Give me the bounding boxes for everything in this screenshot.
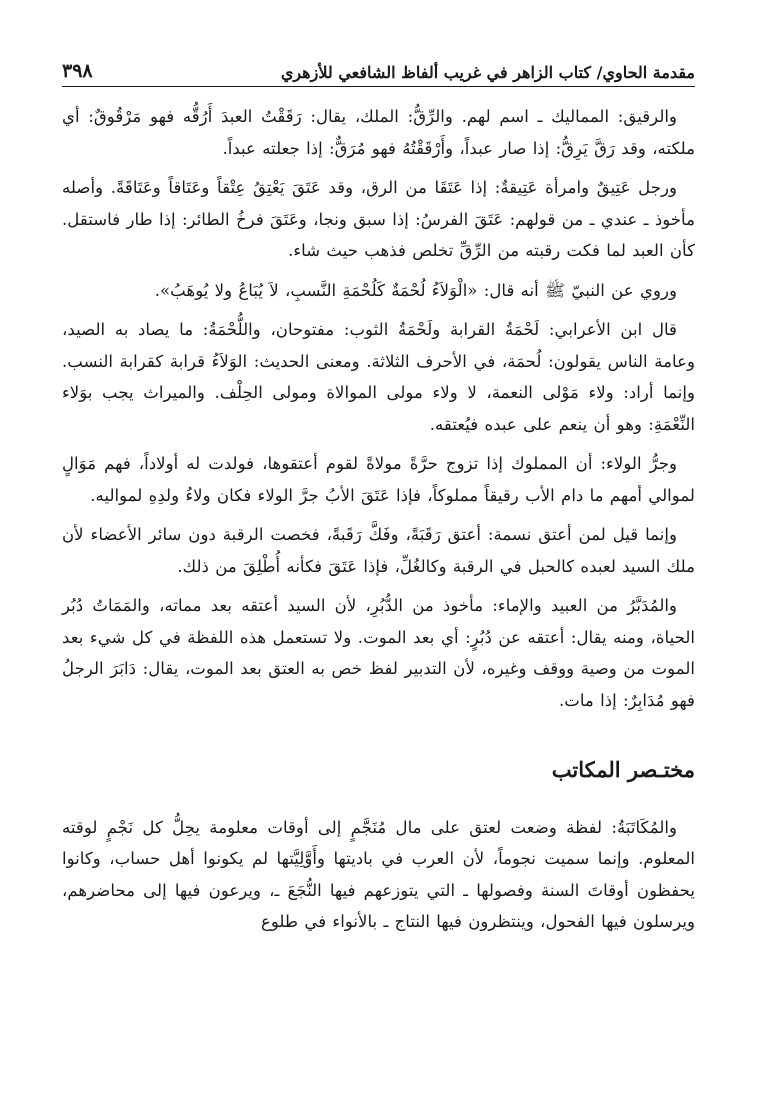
paragraph-jarr-wala: وجرُّ الولاء: أن المملوك إذا تزوج حرَّةً مولاةً لقوم أعتقوها، فولدت له أولاداً، فهم مَوَالٍ لموالي أمهم ما دام الأب رقيقاً مملوكاً، فإذا عَتَقَ الأبُ جرَّ الولاء فكان ولاءُ ولدِهِ لمواليه.	[62, 454, 695, 505]
running-header-title: مقدمة الحاوي/ كتاب الزاهر في غريب ألفاظ الشافعي للأزهري	[280, 63, 695, 82]
paragraph-hadith-wala: وروي عن النبيّ ﷺ أنه قال: «الْوَلاَءُ لُحْمَةٌ كَلُحْمَةِ النَّسبِ، لاَ يُبَاعُ ولا يُوهَبُ».	[154, 280, 677, 300]
paragraph-mukataba: والمُكَاتَبَةُ: لفظة وضعت لعتق على مال مُنَجَّمٍ إلى أوقات معلومة يحِلُّ كل نَجْمٍ لوقته المعلوم. وإنما سميت نجوماً، لأن العرب في باديتها وأَوَّلِيَّتها لم يكونوا أهل حساب، وكانوا يحفظون أوقاتَ السنة وفصولها ـ التي يتوزعهم فيها النُّجَعَ ـ، ويرعون فيها إلى محاضرهم، ويرسلون فيها الفحول، وينتظرون فيها النتاج ـ بالأنواء في طلوع	[62, 817, 695, 931]
page-number: ٣٩٨	[62, 60, 93, 82]
paragraph-raqaba: وإنما قيل لمن أعتق نسمة: أعتق رَقَبَةً، وفَكَّ رَقَبةً، فخصت الرقبة دون سائر الأعضاء لأن ملك السيد لعبده كالحبل في الرقبة وكالغُلِّ، فإذا عَتَقَ فكأنه أُطْلِقَ من ذلك.	[62, 525, 695, 576]
paragraph-mudabbar: والمُدَبَّرُ من العبيد والإماء: مأخوذ من الدُّبُرِ، لأن السيد أعتقه بعد مماته، والمَمَاتُ دُبُر الحياة، ومنه يقال: أعتقه عن دُبُرٍ: أي بعد الموت. ولا تستعمل هذه اللفظة في كل شيء بعد الموت من وصية ووقف وغيره، لأن التدبير لفظ خص به العتق بعد الموت، يقال: دَابَرَ الرجلُ فهو مُدَابِرٌ: إذا مات.	[62, 596, 695, 710]
paragraph-raqiq: والرقيق: المماليك ـ اسم لهم. والرِّقُّ: الملك، يقال: رَقَقْتُ العبدَ أَرُقُّه فهو مَرْقُوقٌ: أي ملكته، وقد رَقَّ يَرِقُّ: إذا صار عبداً، وأَرْقَقْتُهُ فهو مُرَقٌّ: إذا جعلته عبداً.	[62, 107, 695, 158]
running-header	[62, 52, 695, 87]
paragraph-atiq: ورجل عَتِيقٌ وامرأة عَتِيقةٌ: إذا عَتَقَا من الرق، وقد عَتَقَ يَعْتِقُ عِتْقاً وعَتَاقاً وعَتَاقَةً. وأصله مأخوذ ـ عندي ـ من قولهم: عَتَقَ الفرسُ: إذا سبق ونجا، وعَتَقَ فرخُ الطائر: إذا طار فاستقل. كأن العبد لما فكت رقبته من الرِّقِّ تخلص فذهب حيث شاء.	[62, 178, 695, 260]
body-text	[62, 101, 695, 938]
section-heading: مختـصر المكاتب	[551, 757, 695, 782]
paragraph-lahma: قال ابن الأعرابي: لَحْمَةُ القرابة ولَحْمَةُ الثوب: مفتوحان، واللُّحْمَةُ: ما يصاد به الصيد، وعامة الناس يقولون: لُحمَة، في الأحرف الثلاثة. ومعنى الحديث: الوَلاَءُ قرابة كقرابة النسب. وإنما أراد: ولاء مَوْلى النعمة، لا ولاء مولى الموالاة ومولى الحِلْف. والميراث يجب بوَلاء النِّعْمَةِ: وهو أن ينعم على عبده فيُعتقه.	[62, 320, 695, 434]
